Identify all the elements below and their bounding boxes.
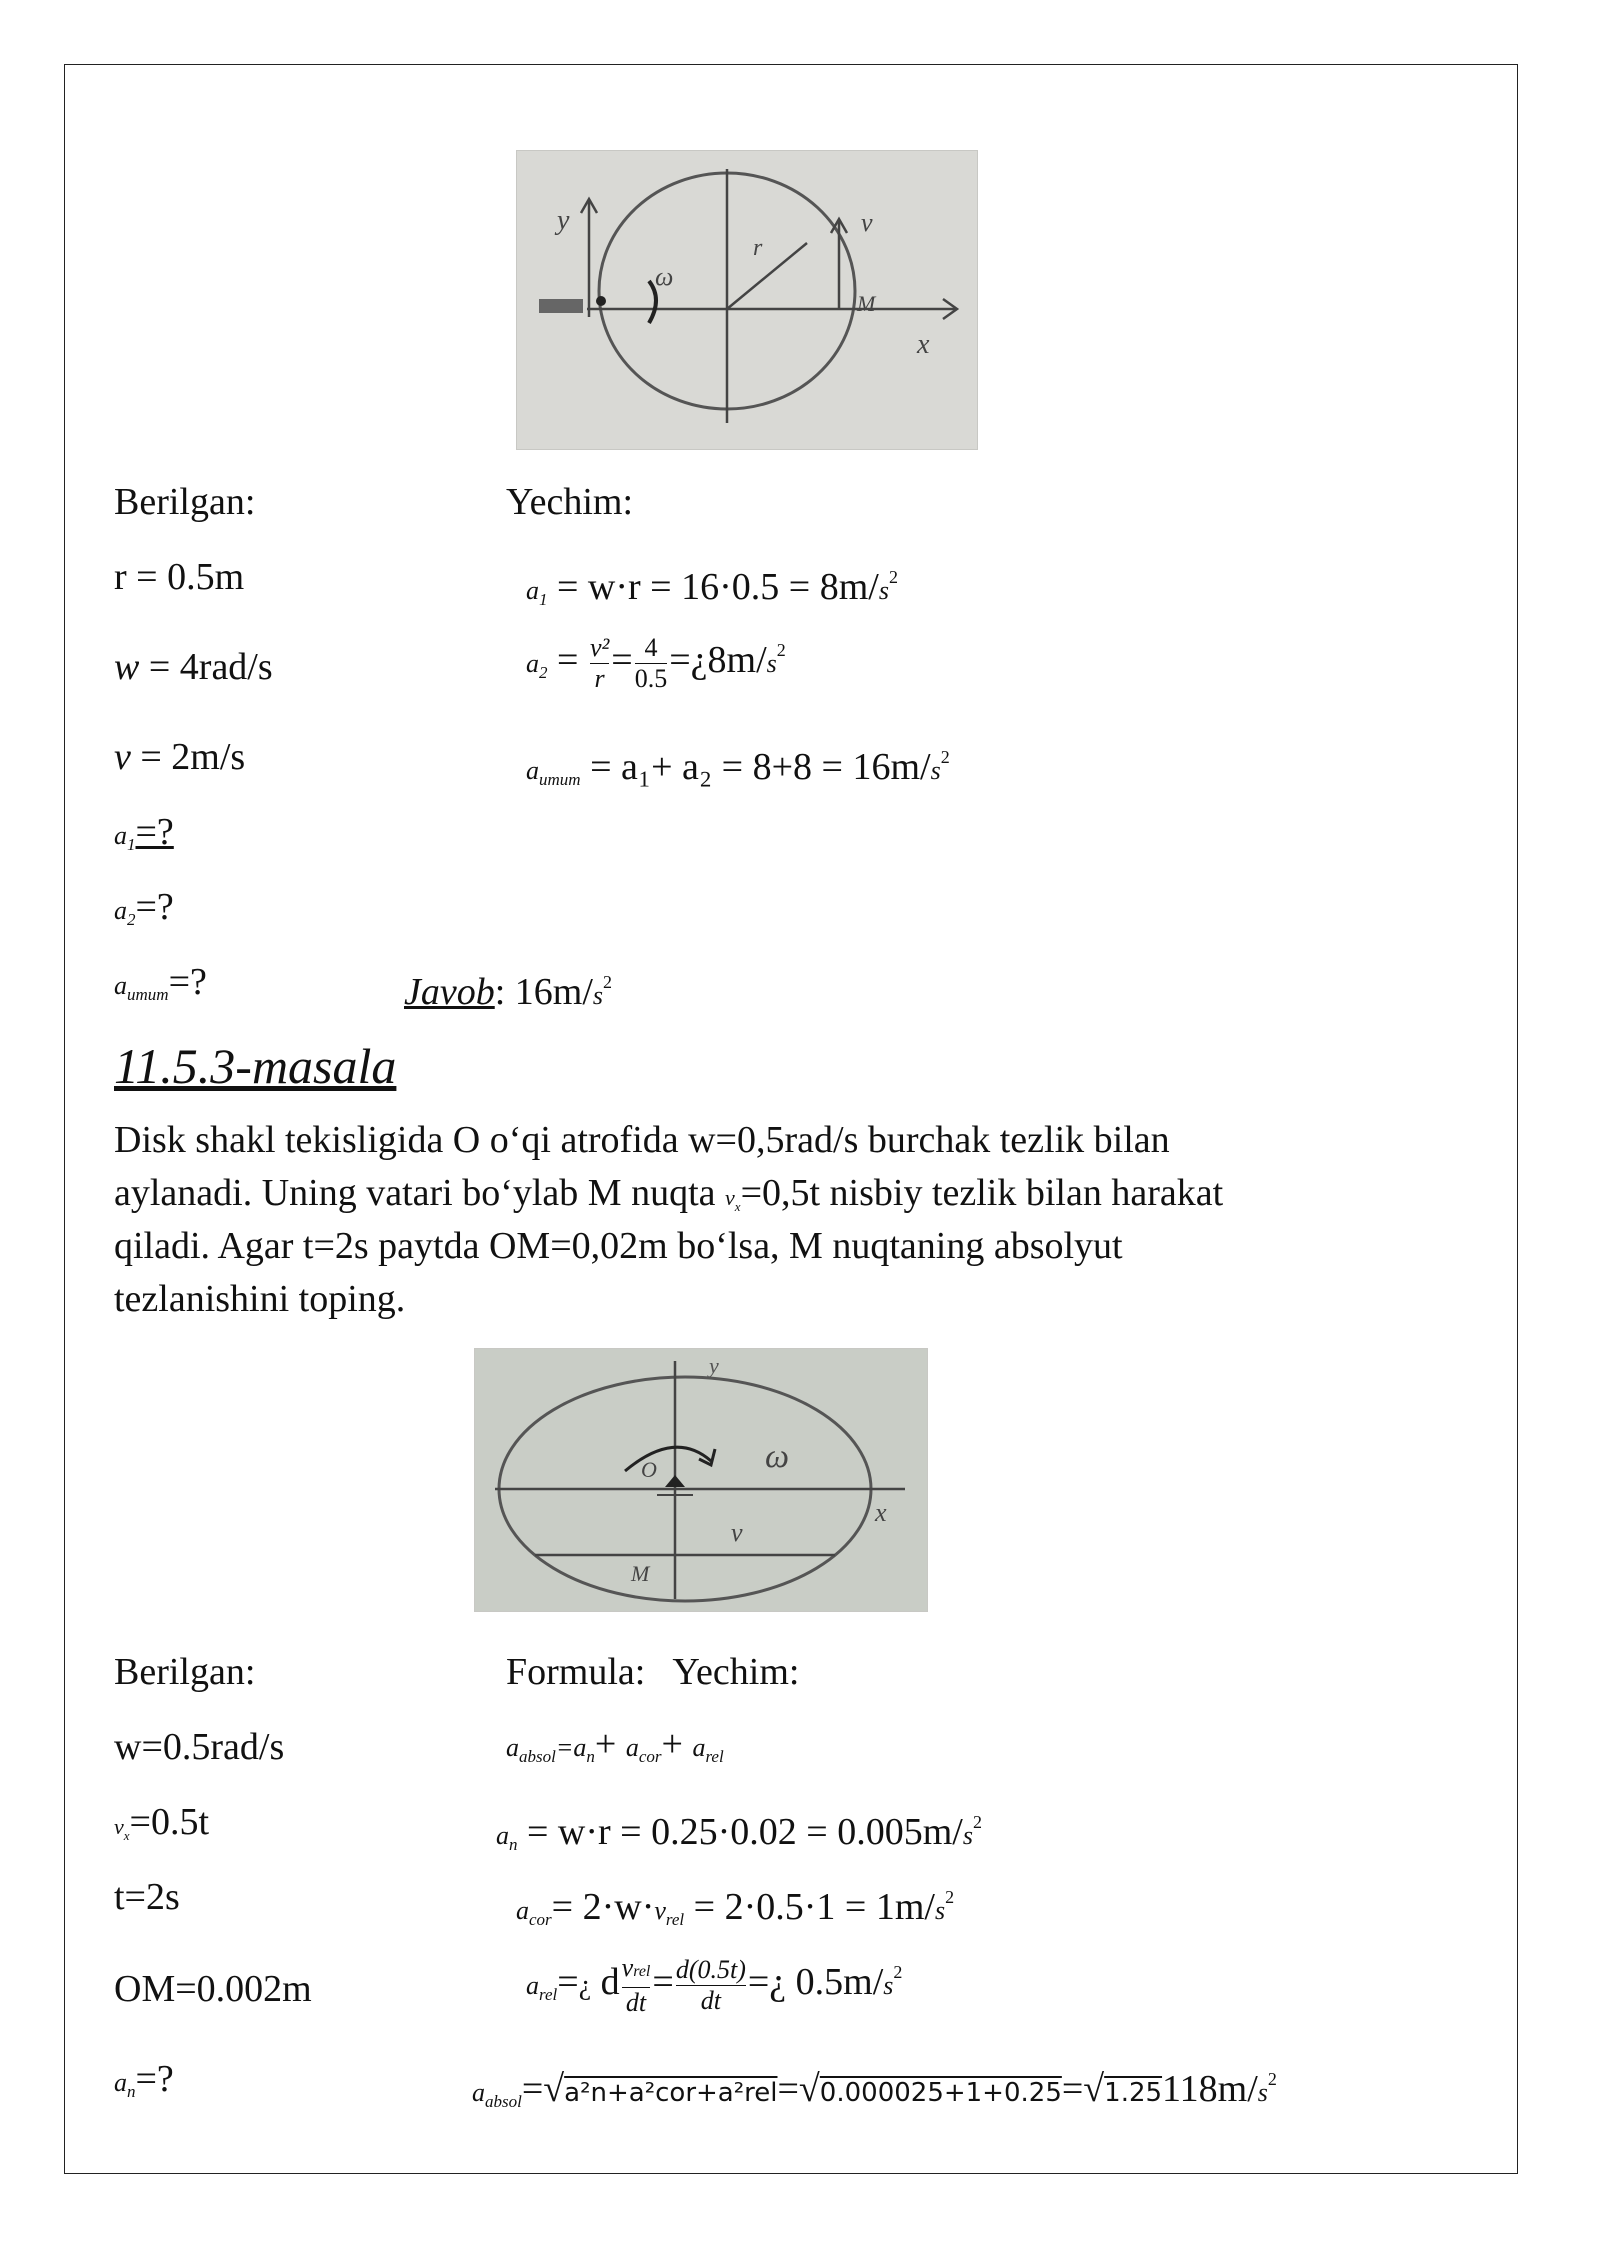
given-t: t=2s <box>114 1876 180 1918</box>
fig1-label-x: x <box>917 329 930 360</box>
formula-absol: $a_{absol}=a_n+ a_{cor}+ a_{rel}$ <box>506 1723 724 1766</box>
disk-sketch-photo-2 <box>474 1348 928 1612</box>
fig1-label-M: M <box>857 291 876 316</box>
given-title-1: Berilgan: <box>114 481 256 523</box>
fig2-label-v: v <box>731 1518 743 1547</box>
given-vx: $v_x=0.5t$ <box>114 1801 210 1843</box>
fig2-label-x: x <box>875 1498 887 1527</box>
solution-title-1: Yechim: <box>506 481 634 523</box>
formula-title: Formula: Yechim: <box>506 1651 800 1693</box>
fig1-label-v: v <box>861 208 873 237</box>
fig2-label-omega: ω <box>765 1438 790 1475</box>
given-w2: w=0.5rad/s <box>114 1726 285 1768</box>
question-a1: $a_1=$? <box>114 811 174 854</box>
formula-arel: $a_{rel}=¿$ d $\frac{\text{vrel}}{dt}$ = $\frac{d(0.5t)}{dt}$ =¿ $0.5m/s^2$ <box>526 1952 903 2017</box>
problem-text-line2: aylanadi. Uning vatari bo‘ylab M nuqta $v_x=0,5t$ nisbiy tezlik bilan harakat <box>114 1172 1224 1214</box>
equation-a2: $a_2$ = $\frac{\text{v²}}{r}$ = $\frac{4}{0.5}$ $=¿8m/s^2$ <box>526 632 786 693</box>
formula-absolute-result: $a_{absol}=√a^2n+a^2cor+a^2rel=√0.000025+1+0.25=√1.25118m/s^2$ <box>472 2068 1277 2111</box>
problem-heading: 11.5.3-masala <box>114 1038 397 1094</box>
fig2-label-y: y <box>709 1353 719 1378</box>
fig1-label-y: y <box>557 205 570 236</box>
problem-text-line4: tezlanishini toping. <box>114 1278 406 1320</box>
question-aumum: $a_{umum}=$? <box>114 961 207 1004</box>
fig2-label-M: M <box>631 1561 650 1586</box>
equation-a1: $a_1 = w\cdot r = 16\cdot 0.5 = 8m/s^2$ <box>526 566 898 609</box>
fig1-label-omega: ω <box>655 262 674 291</box>
question-an: $a_n=$? <box>114 2058 174 2101</box>
given-title-2: Berilgan: <box>114 1651 256 1693</box>
question-a2: $a_2=$? <box>114 886 174 929</box>
formula-acor: $a_{cor}= 2\cdot w\cdot v_{rel} = 2\cdot 0.5\cdot 1 = 1m/s^2$ <box>516 1886 955 1929</box>
problem-text-line1: Disk shakl tekisligida O o‘qi atrofida w=0,5rad/s burchak tezlik bilan <box>114 1119 1170 1161</box>
equation-aumum: $a_{umum} = a_1+ a_2 = 8+8 = 16m/s^2$ <box>526 746 950 789</box>
fig2-label-O: O <box>641 1457 657 1482</box>
disk-sketch-photo-1 <box>516 150 978 450</box>
problem-text-line3: qiladi. Agar t=2s paytda OM=0,02m bo‘lsa, M nuqtaning absolyut <box>114 1225 1123 1267</box>
given-om: OM=0.002m <box>114 1968 312 2010</box>
answer-1: Javob: $16m/s^2$ <box>404 971 613 1013</box>
given-w: w = 4rad/s <box>114 646 273 688</box>
formula-an: $a_n = w\cdot r = 0.25\cdot 0.02 = 0.005m/s^2$ <box>496 1811 982 1854</box>
given-v: v = 2m/s <box>114 736 246 778</box>
given-r: r = 0.5m <box>114 556 245 598</box>
fig1-label-r: r <box>753 235 763 261</box>
